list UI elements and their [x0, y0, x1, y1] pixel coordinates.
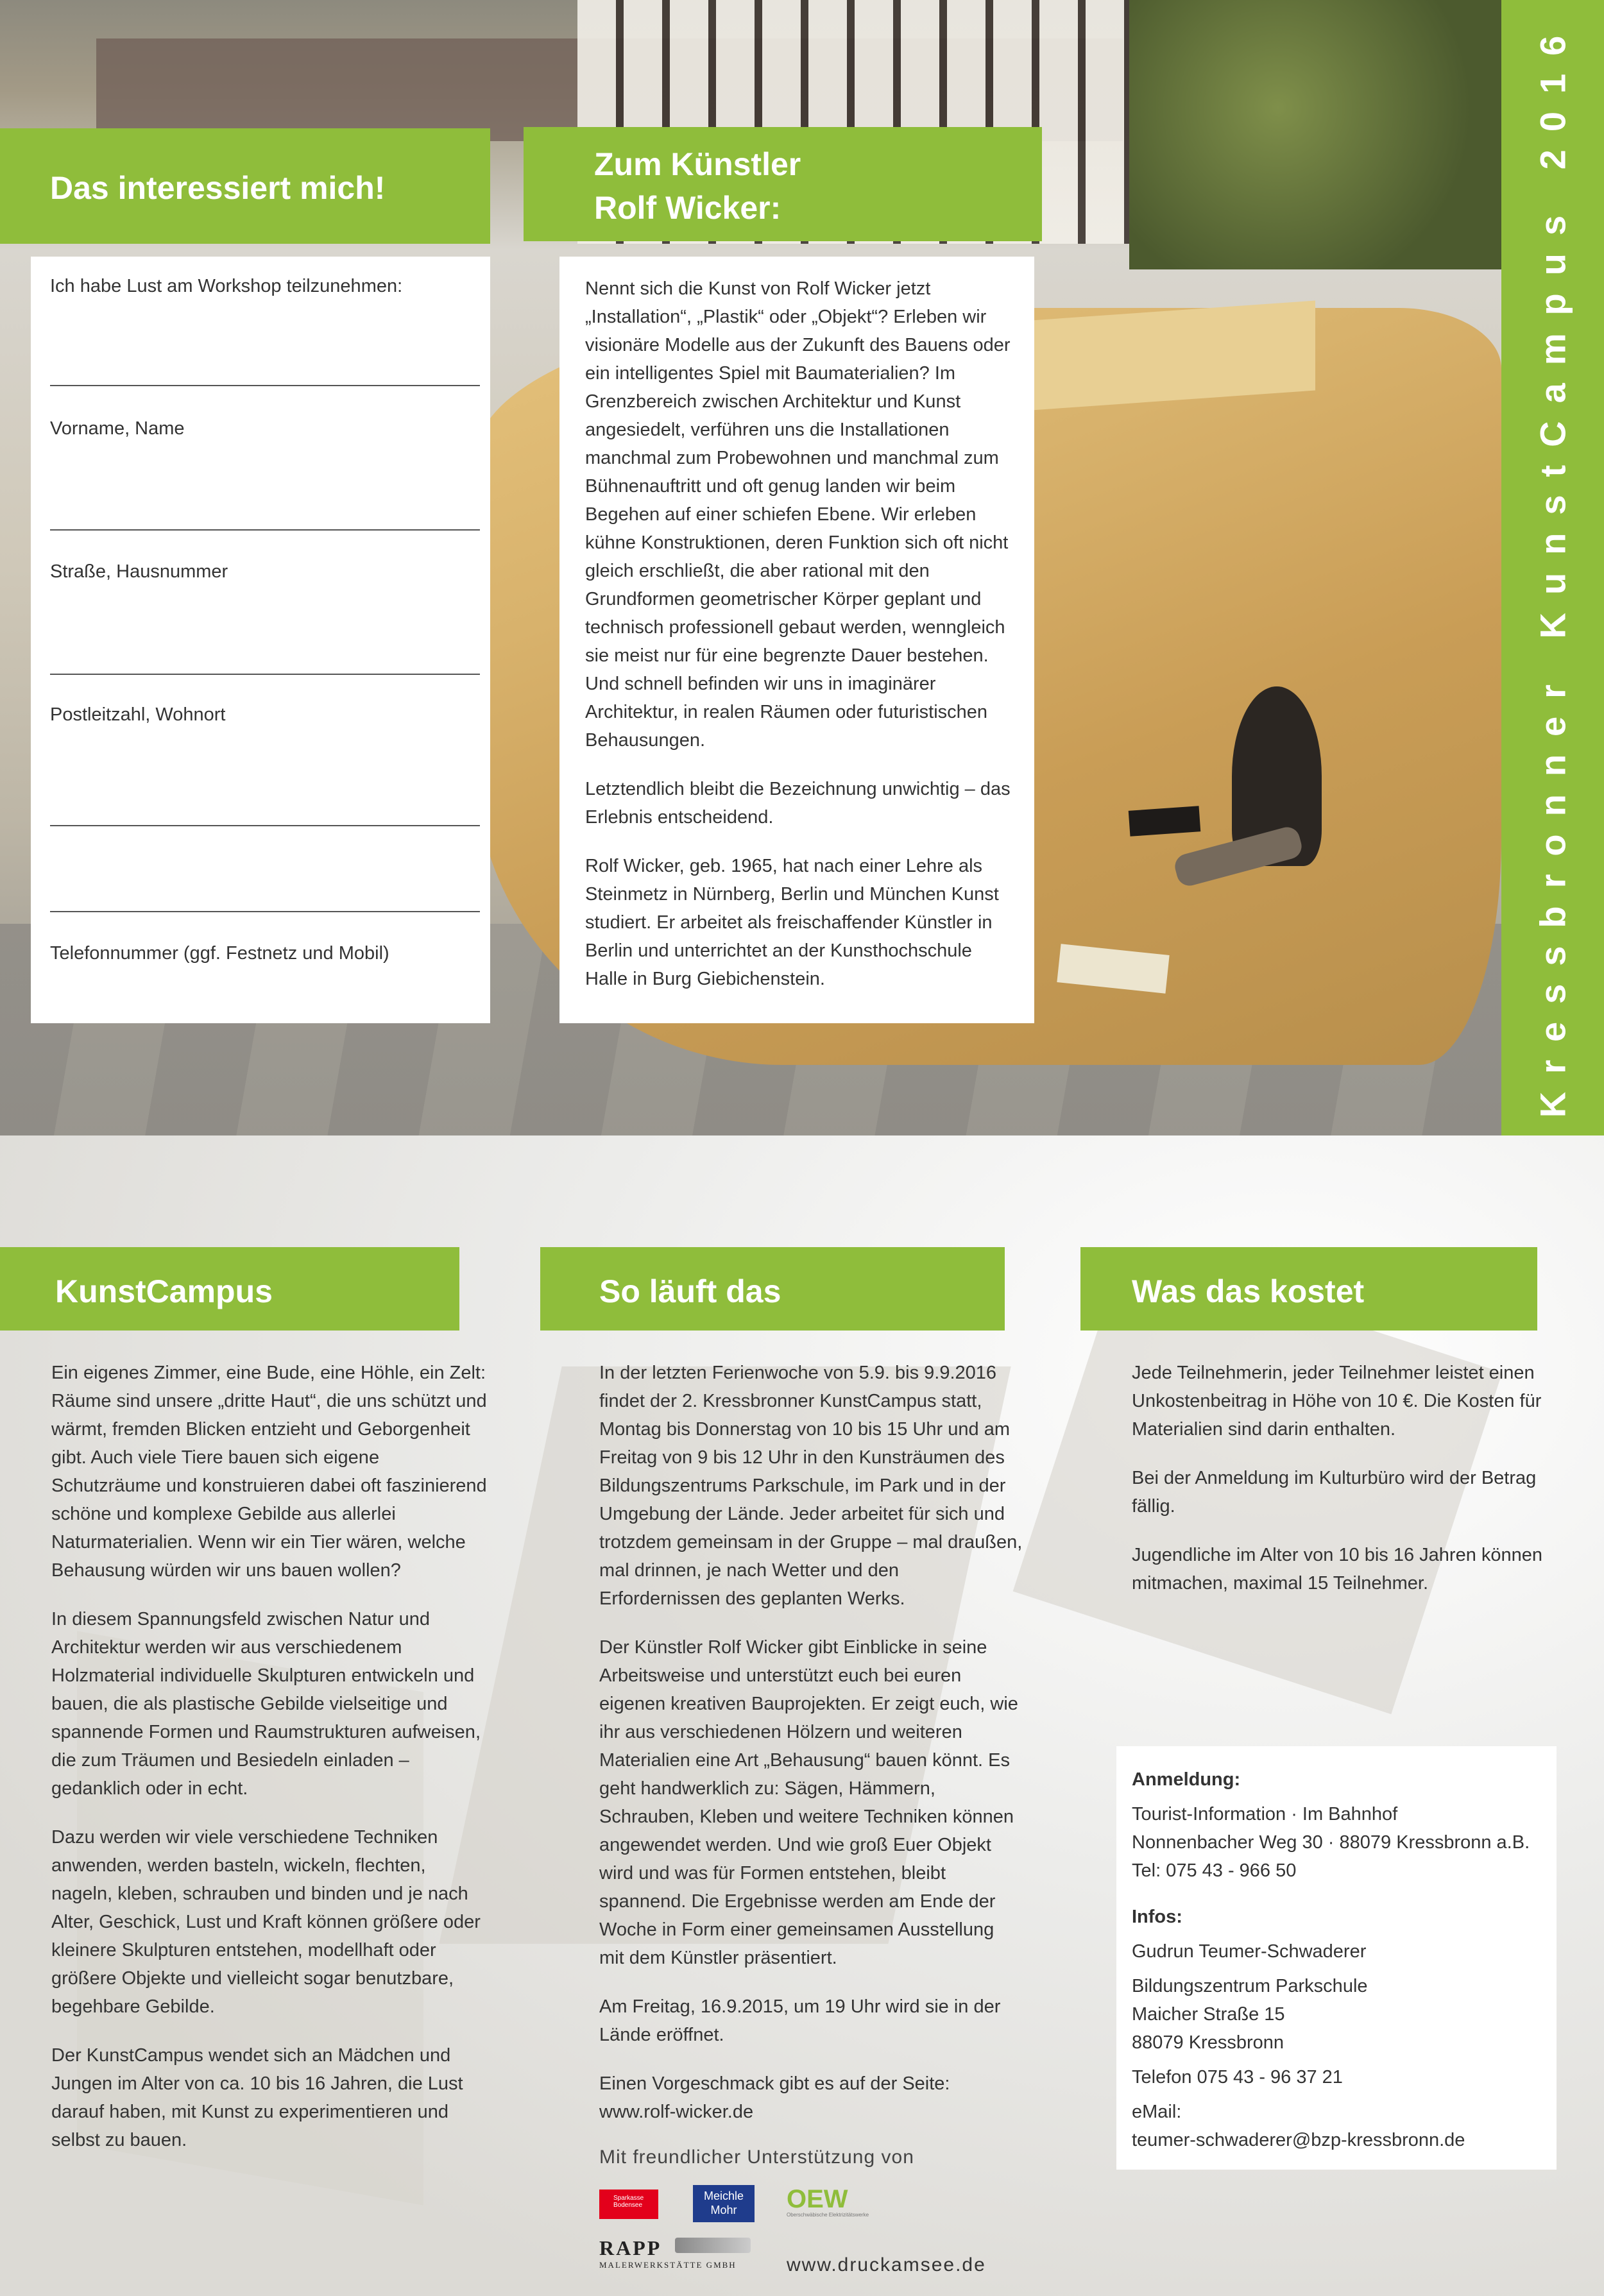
oew-logo: OEW Oberschwäbische Elektrizitätswerke — [787, 2185, 869, 2218]
brush-icon — [675, 2238, 751, 2253]
info-line-1: Bildungszentrum Parkschule — [1132, 1976, 1368, 1996]
email-label: eMail: — [1132, 2102, 1182, 2122]
ablauf-paragraph-1: In der letzten Ferienwoche von 5.9. bis 9.9.2016 findet der 2. Kressbronner KunstCampus statt, Montag bis Donnerstag von 10 bis 15 Uhr und am Freitag von 9 bis 12 Uhr in den Kunsträumen des Bildungszentrums Parkschule, im Park und in der Umgebung der Lände. Jeder arbeitet für sich und trotzdem gemeinsam in der Gruppe – mal draußen, mal drinnen, je nach Wetter und den Erfordernissen des geplanten Werks. — [599, 1363, 1023, 1609]
input-line-1[interactable] — [50, 385, 480, 386]
input-line-2[interactable] — [50, 529, 480, 531]
sparkasse-logo: Sparkasse Bodensee — [599, 2190, 658, 2219]
contact-card — [1116, 1746, 1557, 2170]
input-line-3[interactable] — [50, 674, 480, 675]
kosten-paragraph-1: Jede Teilnehmerin, jeder Teilnehmer leistet einen Unkostenbeitrag in Höhe von 10 €. Die Kosten für Materialien sind darin enthalten. — [1132, 1363, 1542, 1440]
label-name: Vorname, Name — [50, 418, 185, 439]
support-label: Mit freundlicher Unterstützung von — [599, 2147, 914, 2168]
artist-header-line1: Zum Künstler — [594, 146, 801, 182]
vertical-title-band — [1501, 0, 1604, 1135]
ablauf-paragraph-2: Der Künstler Rolf Wicker gibt Einblicke in seine Arbeitsweise und unterstützt euch bei euren eigenen kreativen Bauprojekten. Er zeigt euch, wie ihr aus verschiedenen Hölzern und weiteren Materialien eine Art „Behausung“ bauen könnt. Es geht handwerklich zu: Sägen, Hämmern, Schrauben, Kleben und weitere Techniken können angewendet werden. Und wie groß Euer Objekt wird und was für Formen entstehen, bleibt spannend. Die Ergebnisse werden am Ende der Woche in Form einer gemeinsamen Ausstellung mit dem Künstler präsentiert. — [599, 1637, 1018, 1968]
ablauf-url[interactable]: www.rolf-wicker.de — [599, 2102, 754, 2122]
photo-book — [1129, 806, 1201, 837]
label-city: Postleitzahl, Wohnort — [50, 704, 226, 725]
artist-paragraph-2: Letztendlich bleibt die Bezeichnung unwichtig – das Erlebnis entscheidend. — [585, 779, 1011, 828]
kunstcampus-header: KunstCampus — [0, 1247, 459, 1331]
artist-header-line2: Rolf Wicker: — [594, 190, 781, 226]
anmeldung-phone: Tel: 075 43 - 966 50 — [1132, 1860, 1297, 1881]
ablauf-paragraph-4: Einen Vorgeschmack gibt es auf der Seite: — [599, 2073, 950, 2094]
photo-tree — [1129, 0, 1501, 269]
artist-paragraph-3: Rolf Wicker, geb. 1965, hat nach einer Lehre als Steinmetz in Nürnberg, Berlin und München Kunst studiert. Er arbeitet als freischaffender Künstler in Berlin und unterrichtet an der Kunsthochschule Halle in Burg Giebichenstein. — [585, 856, 999, 989]
label-street: Straße, Hausnummer — [50, 561, 228, 582]
meichle-mohr-logo: Meichle Mohr — [693, 2185, 755, 2222]
kunstcampus-paragraph-3: Dazu werden wir viele verschiedene Techniken anwenden, werden basteln, wickeln, flechten, nageln, kleben, schrauben und binden und je nach Alter, Geschick, Lust und Kraft können größere oder kleinere Skulpturen entstehen, modellhaft oder größere Objekte und vielleicht sogar benutzbare, begehbare Gebilde. — [51, 1827, 481, 2017]
artist-paragraph-1: Nennt sich die Kunst von Rolf Wicker jetzt „Installation“, „Plastik“ oder „Objekt“? Erleben wir visionäre Modelle aus der Zukunft des Bauens oder ein intelligentes Spiel mit Baumaterialien? Im Grenzbereich zwischen Architektur und Kunst angesiedelt, verführen uns die Installationen manchmal zum Probewohnen und manchmal zum Bühnenauftritt und oft genug landen wir beim Begehen auf einer schiefen Ebene. Wir erleben kühne Konstruktionen, deren Funktion sich oft nicht gleich erschließt, die aber rational mit den Grundformen geometrischer Körper geplant und technisch professionell gebaut werden, wenngleich sie meist nur für eine begrenzte Dauer bestehen. Und schnell befinden wir uns in imaginärer Architektur, in realen Räumen oder futuristischen Behausungen. — [585, 278, 1011, 751]
form-intro: Ich habe Lust am Workshop teilzunehmen: — [50, 276, 403, 296]
kunstcampus-text — [51, 1359, 488, 2175]
info-name: Gudrun Teumer-Schwaderer — [1132, 1941, 1367, 1962]
form-header: Das interessiert mich! — [0, 128, 490, 244]
anmeldung-line-2: Nonnenbacher Weg 30 · 88079 Kressbronn a.B. — [1132, 1832, 1530, 1853]
kunstcampus-paragraph-2: In diesem Spannungsfeld zwischen Natur und Architektur werden wir aus verschiedenem Holzmaterial individuelle Skulpturen entwickeln und bauen, die als plastische Gebilde vielseitige und spannende Formen und Raumstrukturen aufweisen, die zum Träumen und Besiedeln einladen – gedanklich oder in echt. — [51, 1609, 481, 1799]
artist-card — [559, 257, 1034, 1023]
kosten-paragraph-2: Bei der Anmeldung im Kulturbüro wird der Betrag fällig. — [1132, 1468, 1537, 1517]
artist-header — [524, 127, 1042, 241]
infos-title: Infos: — [1132, 1907, 1182, 1927]
kosten-text — [1132, 1359, 1555, 1618]
anmeldung-title: Anmeldung: — [1132, 1769, 1241, 1790]
druckamsee-link[interactable]: www.druckamsee.de — [787, 2254, 986, 2275]
input-line-5[interactable] — [50, 911, 480, 912]
label-phone: Telefonnummer (ggf. Festnetz und Mobil) — [50, 943, 389, 964]
kunstcampus-paragraph-1: Ein eigenes Zimmer, eine Bude, eine Höhle, ein Zelt: Räume sind unsere „dritte Haut“, die uns schützt und wärmt, fremden Blicken entzieht und Geborgenheit gibt. Auch viele Tiere bauen sich eigene Schutzräume und konstruieren dabei oft faszinierend schöne und komplexe Gebilde aus allerlei Naturmaterialien. Wenn wir ein Tier wären, welche Behausung würden wir uns bauen wollen? — [51, 1363, 487, 1581]
vertical-title: Kressbronner KunstCampus 2016 — [1532, 17, 1573, 1118]
rapp-logo: RAPP MALERWERKSTÄTTE GMBH — [599, 2236, 737, 2270]
info-line-3: 88079 Kressbronn — [1132, 2032, 1284, 2053]
ablauf-header: So läuft das — [540, 1247, 1005, 1331]
email-link[interactable]: teumer-schwaderer@bzp-kressbronn.de — [1132, 2130, 1465, 2150]
signup-form-card — [31, 257, 490, 1023]
anmeldung-line-1: Tourist-Information · Im Bahnhof — [1132, 1804, 1398, 1824]
info-line-2: Maicher Straße 15 — [1132, 2004, 1285, 2025]
ablauf-paragraph-3: Am Freitag, 16.9.2015, um 19 Uhr wird sie in der Lände eröffnet. — [599, 1996, 1001, 2045]
kunstcampus-paragraph-4: Der KunstCampus wendet sich an Mädchen und Jungen im Alter von ca. 10 bis 16 Jahren, die Lust darauf haben, mit Kunst zu experimentieren und selbst zu bauen. — [51, 2045, 463, 2150]
input-line-4[interactable] — [50, 825, 480, 826]
kosten-paragraph-3: Jugendliche im Alter von 10 bis 16 Jahren können mitmachen, maximal 15 Teilnehmer. — [1132, 1545, 1543, 1594]
kosten-header: Was das kostet — [1080, 1247, 1537, 1331]
ablauf-text — [599, 1359, 1023, 2147]
info-phone: Telefon 075 43 - 96 37 21 — [1132, 2067, 1343, 2088]
